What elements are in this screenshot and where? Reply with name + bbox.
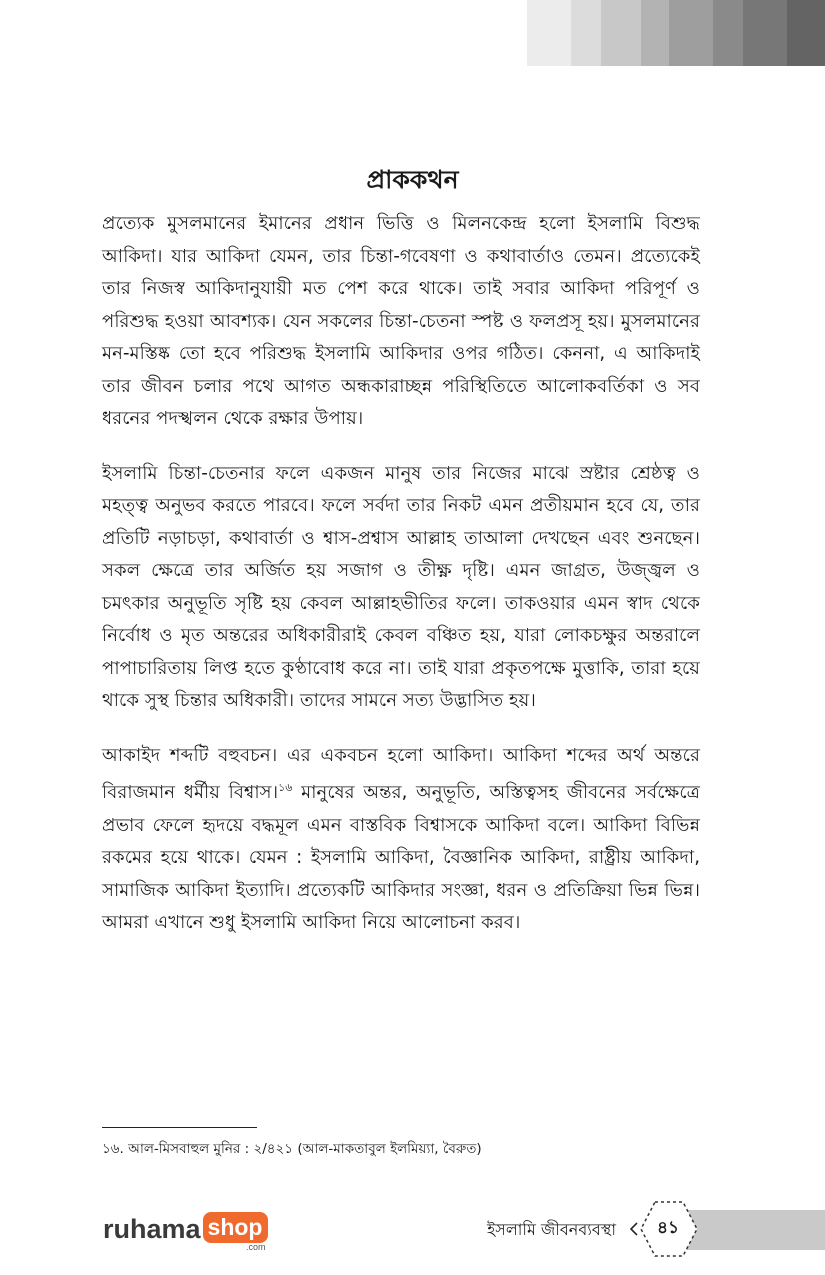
stripe (743, 0, 787, 66)
paragraph-3-text-before: আকাইদ শব্দটি বহুবচন। এর একবচন হলো আকিদা। আকিদা শব্দের অর্থ অন্তরে বিরাজমান ধর্মীয় বিশ্বাস। (102, 744, 700, 804)
footnote-divider (102, 1127, 257, 1128)
body-text (102, 208, 700, 962)
header-decoration-stripes (527, 0, 825, 66)
logo-shop-text: shop (203, 1212, 268, 1243)
stripe (527, 0, 571, 66)
stripe (669, 0, 713, 66)
paragraph-1: প্রত্যেক মুসলমানের ইমানের প্রধান ভিত্তি ও মিলনকেন্দ্র হলো ইসলামি বিশুদ্ধ আকিদা। যার আকিদা যেমন, তার চিন্তা-গবেষণা ও কথাবার্তাও তেমন। প্রত্যেকেই তার নিজস্ব আকিদানুযায়ী মত পেশ করে থাকে। তাই সবার আকিদা পরিপূর্ণ ও পরিশুদ্ধ হওয়া আবশ্যক। যেন সকলের চিন্তা-চেতনা স্পষ্ট ও ফলপ্রসূ হয়। মুসলমানের মন-মস্তিষ্ক তো হবে পরিশুদ্ধ ইসলামি আকিদার ওপর গঠিত। কেননা, এ আকিদাই তার জীবন চলার পথে আগত অন্ধকারাচ্ছন্ন পরিস্থিতিতে আলোকবর্তিকা ও সব ধরনের পদস্খলন থেকে রক্ষার উপায়। (102, 213, 700, 429)
page-tab-bar (683, 1210, 825, 1250)
stripe (787, 0, 825, 66)
logo-com-text: .com (245, 1242, 266, 1252)
logo-shop-badge (201, 1212, 268, 1252)
running-title: ইসলামি জীবনব্যবস্থা (486, 1220, 616, 1239)
chevron-left-icon (631, 1223, 637, 1235)
stripe (641, 0, 669, 66)
paragraph-2: ইসলামি চিন্তা-চেতনার ফলে একজন মানুষ তার নিজের মাঝে স্রষ্টার শ্রেষ্ঠত্ব ও মহত্ত্ব অনুভব করতে পারবে। ফলে সর্বদা তার নিকট এমন প্রতীয়মান হবে যে, তার প্রতিটি নড়াচড়া, কথাবার্তা ও শ্বাস-প্রশ্বাস আল্লাহ তাআলা দেখছেন এবং শুনছেন। সকল ক্ষেত্রে তার অর্জিত হয় সজাগ ও তীক্ষ্ণ দৃষ্টি। এমন জাগ্রত, উজ্জ্বল ও চমৎকার অনুভূতি সৃষ্টি হয় কেবল আল্লাহভীতির ফলে। তাকওয়ার এমন স্বাদ থেকে নির্বোধ ও মৃত অন্তরের অধিকারীরাই কেবল বঞ্চিত হয়, যারা লোকচক্ষুর অন্তরালে পাপাচারিতায় লিপ্ত হতে কুণ্ঠাবোধ করে না। তাই যারা প্রকৃতপক্ষে মুত্তাকি, তারা হয়ে থাকে সুস্থ চিন্তার অধিকারী। তাদের সামনে সত্য উদ্ভাসিত হয়। (102, 462, 700, 711)
paragraph-3 (102, 740, 700, 940)
paragraph-3-text-after: মানুষের অন্তর, অনুভূতি, অস্তিত্বসহ জীবনের সর্বক্ষেত্রে প্রভাব ফেলে হৃদয়ে বদ্ধমূল এমন বাস্তবিক বিশ্বাসকে আকিদা বলে। আকিদা বিভিন্ন রকমের হয়ে থাকে। যেমন : ইসলামি আকিদা, বৈজ্ঞানিক আকিদা, রাষ্ট্রীয় আকিদা, সামাজিক আকিদা ইত্যাদি। প্রত্যেকটি আকিদার সংজ্ঞা, ধরন ও প্রতিক্রিয়া ভিন্ন ভিন্ন। আমরা এখানে শুধু ইসলামি আকিদা নিয়ে আলোচনা করব। (102, 782, 700, 934)
footnote: ১৬. আল-মিসবাহুল মুনির : ২/৪২১ (আল-মাকতাবুল ইলমিয়্যা, বৈরুত) (102, 1141, 482, 1157)
stripe (601, 0, 641, 66)
page-number: ৪১ (656, 1218, 680, 1238)
stripe (713, 0, 743, 66)
stripe (571, 0, 601, 66)
publisher-logo (103, 1212, 268, 1252)
page-title: প্রাককথন (366, 165, 459, 194)
logo-ruhama-text: ruhama (103, 1214, 201, 1244)
footnote-reference[interactable]: ১৬ (278, 781, 293, 794)
